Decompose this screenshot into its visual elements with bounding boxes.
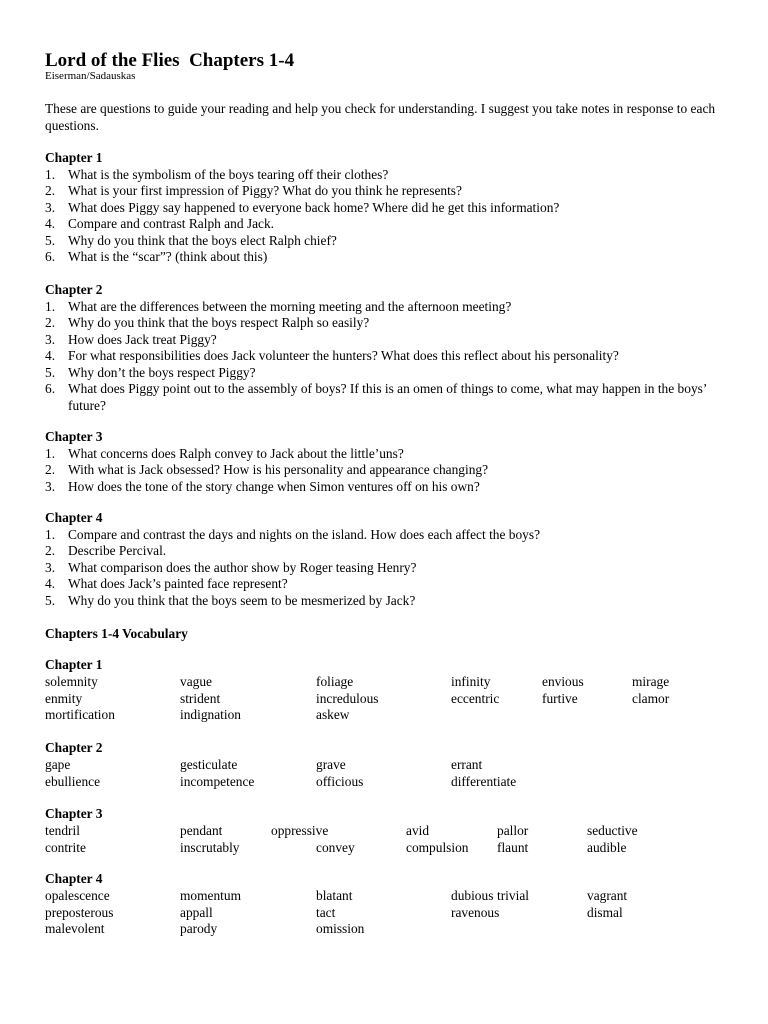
question-text: For what responsibilities does Jack volunteer the hunters? What does this reflect about his personality? bbox=[68, 348, 619, 363]
vocabulary-row bbox=[45, 774, 735, 791]
question-text: What comparison does the author show by Roger teasing Henry? bbox=[68, 559, 417, 575]
question-text: What concerns does Ralph convey to Jack about the little’uns? bbox=[68, 445, 404, 461]
vocabulary-word: seductive bbox=[587, 823, 638, 838]
vocabulary-word: appall bbox=[180, 904, 213, 920]
vocabulary-row bbox=[45, 905, 735, 922]
question-text: Why do you think that the boys respect Ralph so easily? bbox=[68, 315, 370, 330]
question-item bbox=[45, 365, 735, 382]
vocabulary-chapter-heading: Chapter 2 bbox=[45, 740, 103, 755]
question-section bbox=[45, 150, 735, 266]
vocabulary-word: tendril bbox=[45, 823, 80, 838]
question-section bbox=[45, 282, 735, 414]
question-item bbox=[45, 216, 735, 233]
question-number: 5. bbox=[45, 592, 56, 608]
question-text: How does Jack treat Piggy? bbox=[68, 331, 217, 347]
question-item bbox=[45, 332, 735, 349]
question-number: 2. bbox=[45, 183, 56, 198]
vocabulary-word: enmity bbox=[45, 690, 83, 706]
vocabulary-word: pendant bbox=[180, 823, 223, 838]
question-item bbox=[45, 249, 735, 266]
question-item bbox=[45, 543, 735, 560]
question-number: 6. bbox=[45, 249, 56, 264]
question-text: Describe Percival. bbox=[68, 543, 167, 558]
question-number: 4. bbox=[45, 576, 56, 591]
question-item bbox=[45, 593, 735, 610]
vocabulary-row bbox=[45, 707, 735, 724]
vocabulary-word: avid bbox=[406, 823, 430, 838]
vocabulary-row bbox=[45, 888, 735, 905]
vocabulary-word: grave bbox=[316, 757, 346, 772]
question-text: What is your first impression of Piggy? What do you think he represents? bbox=[68, 183, 462, 198]
question-text: Compare and contrast Ralph and Jack. bbox=[68, 216, 275, 231]
vocabulary-word: ravenous bbox=[451, 904, 500, 920]
vocabulary-row bbox=[45, 691, 735, 708]
question-item bbox=[45, 233, 735, 250]
vocabulary-chapter bbox=[45, 805, 735, 856]
chapter-heading: Chapter 1 bbox=[45, 150, 103, 165]
question-number: 1. bbox=[45, 166, 56, 182]
vocabulary-row bbox=[45, 823, 735, 840]
author-line: Eiserman/Sadauskas bbox=[45, 70, 136, 82]
vocabulary-word: mortification bbox=[45, 707, 115, 722]
question-number: 5. bbox=[45, 232, 56, 248]
question-text: What does Jack’s painted face represent? bbox=[68, 576, 288, 591]
vocabulary-word: dubious bbox=[451, 888, 494, 903]
question-text: Why do you think that the boys seem to be mesmerized by Jack? bbox=[68, 592, 416, 608]
question-number: 3. bbox=[45, 199, 56, 215]
question-item bbox=[45, 299, 735, 316]
intro-paragraph: These are questions to guide your reading and help you check for understanding. I suggest you take notes in response to each questions. bbox=[45, 101, 716, 133]
question-number: 2. bbox=[45, 462, 56, 477]
vocabulary-word: convey bbox=[316, 839, 355, 855]
vocabulary-word: malevolent bbox=[45, 921, 105, 936]
vocabulary-word: vague bbox=[180, 674, 212, 689]
chapter-heading: Chapter 2 bbox=[45, 282, 103, 297]
vocabulary-word: trivial bbox=[497, 888, 529, 903]
question-item bbox=[45, 167, 735, 184]
question-number: 1. bbox=[45, 298, 56, 314]
vocabulary-word: eccentric bbox=[451, 690, 500, 706]
vocabulary-row bbox=[45, 757, 735, 774]
question-text: What is the “scar”? (think about this) bbox=[68, 249, 268, 264]
vocabulary-row bbox=[45, 840, 735, 857]
vocabulary-word: clamor bbox=[632, 690, 670, 706]
question-number: 6. bbox=[45, 381, 56, 396]
question-item bbox=[45, 183, 735, 200]
question-text: How does the tone of the story change when Simon ventures off on his own? bbox=[68, 478, 480, 494]
vocabulary-word: errant bbox=[451, 757, 483, 772]
vocabulary-word: flaunt bbox=[497, 839, 529, 855]
vocabulary-word: incredulous bbox=[316, 690, 379, 706]
question-item bbox=[45, 527, 735, 544]
vocabulary-word: blatant bbox=[316, 888, 353, 903]
question-item bbox=[45, 381, 735, 414]
question-item bbox=[45, 576, 735, 593]
question-item bbox=[45, 462, 735, 479]
vocabulary-chapter bbox=[45, 739, 735, 790]
vocabulary-word: foliage bbox=[316, 674, 354, 689]
vocabulary-word: infinity bbox=[451, 674, 491, 689]
question-item bbox=[45, 200, 735, 217]
vocabulary-word: gesticulate bbox=[180, 757, 238, 772]
document-title: Lord of the Flies Chapters 1-4 bbox=[45, 50, 295, 71]
vocabulary-chapter-heading: Chapter 4 bbox=[45, 871, 103, 886]
question-text: Why don’t the boys respect Piggy? bbox=[68, 364, 256, 380]
vocabulary-chapter bbox=[45, 656, 735, 724]
question-section bbox=[45, 429, 735, 495]
vocabulary-word: opalescence bbox=[45, 888, 110, 903]
question-section bbox=[45, 510, 735, 609]
vocabulary-word: momentum bbox=[180, 888, 241, 903]
vocabulary-word: parody bbox=[180, 921, 218, 936]
question-number: 4. bbox=[45, 348, 56, 363]
vocabulary-word: indignation bbox=[180, 707, 241, 722]
vocabulary-word: pallor bbox=[497, 823, 529, 838]
question-list bbox=[45, 167, 735, 266]
vocabulary-word: solemnity bbox=[45, 674, 98, 689]
question-text: Compare and contrast the days and nights on the island. How does each affect the boys? bbox=[68, 526, 541, 542]
vocabulary-word: vagrant bbox=[587, 888, 628, 903]
question-number: 4. bbox=[45, 216, 56, 231]
vocabulary-word: officious bbox=[316, 773, 364, 789]
vocabulary-word: preposterous bbox=[45, 904, 114, 920]
chapter-heading: Chapter 4 bbox=[45, 510, 103, 525]
vocabulary-word: omission bbox=[316, 921, 365, 936]
question-number: 3. bbox=[45, 478, 56, 494]
question-number: 1. bbox=[45, 526, 56, 542]
vocabulary-word: envious bbox=[542, 674, 584, 689]
vocabulary-word: inscrutably bbox=[180, 839, 240, 855]
vocabulary-word: mirage bbox=[632, 674, 670, 689]
question-list bbox=[45, 299, 735, 415]
question-list bbox=[45, 446, 735, 496]
vocabulary-row bbox=[45, 921, 735, 938]
question-text: What does Piggy point out to the assembly of boys? If this is an omen of things to come, what may happen in the boys’ future? bbox=[68, 381, 707, 413]
vocabulary-word: strident bbox=[180, 690, 221, 706]
vocabulary-title: Chapters 1-4 Vocabulary bbox=[45, 626, 188, 641]
vocabulary-word: ebullience bbox=[45, 773, 101, 789]
question-text: What is the symbolism of the boys tearing off their clothes? bbox=[68, 166, 389, 182]
question-item bbox=[45, 560, 735, 577]
vocabulary-word: incompetence bbox=[180, 773, 255, 789]
chapter-heading: Chapter 3 bbox=[45, 429, 103, 444]
question-item bbox=[45, 479, 735, 496]
question-number: 3. bbox=[45, 559, 56, 575]
question-number: 3. bbox=[45, 331, 56, 347]
question-number: 1. bbox=[45, 445, 56, 461]
question-text: What does Piggy say happened to everyone back home? Where did he get this information? bbox=[68, 199, 560, 215]
question-item bbox=[45, 348, 735, 365]
question-number: 2. bbox=[45, 315, 56, 330]
vocabulary-word: oppressive bbox=[271, 823, 329, 838]
vocabulary-word: contrite bbox=[45, 839, 86, 855]
vocabulary-chapter-heading: Chapter 3 bbox=[45, 806, 103, 821]
vocabulary-word: furtive bbox=[542, 690, 578, 706]
vocabulary-word: dismal bbox=[587, 904, 623, 920]
vocabulary-chapter-heading: Chapter 1 bbox=[45, 657, 103, 672]
question-text: With what is Jack obsessed? How is his personality and appearance changing? bbox=[68, 462, 489, 477]
vocabulary-word: gape bbox=[45, 757, 71, 772]
vocabulary-word: differentiate bbox=[451, 773, 517, 789]
question-list bbox=[45, 527, 735, 610]
vocabulary-word: compulsion bbox=[406, 839, 469, 855]
vocabulary-word: tact bbox=[316, 904, 336, 920]
vocabulary-chapter bbox=[45, 870, 735, 938]
vocabulary-word: audible bbox=[587, 839, 627, 855]
question-text: Why do you think that the boys elect Ralph chief? bbox=[68, 232, 337, 248]
question-number: 2. bbox=[45, 543, 56, 558]
question-item bbox=[45, 446, 735, 463]
question-text: What are the differences between the morning meeting and the afternoon meeting? bbox=[68, 298, 512, 314]
vocabulary-row bbox=[45, 674, 735, 691]
question-item bbox=[45, 315, 735, 332]
question-number: 5. bbox=[45, 364, 56, 380]
vocabulary-word: askew bbox=[316, 707, 350, 722]
